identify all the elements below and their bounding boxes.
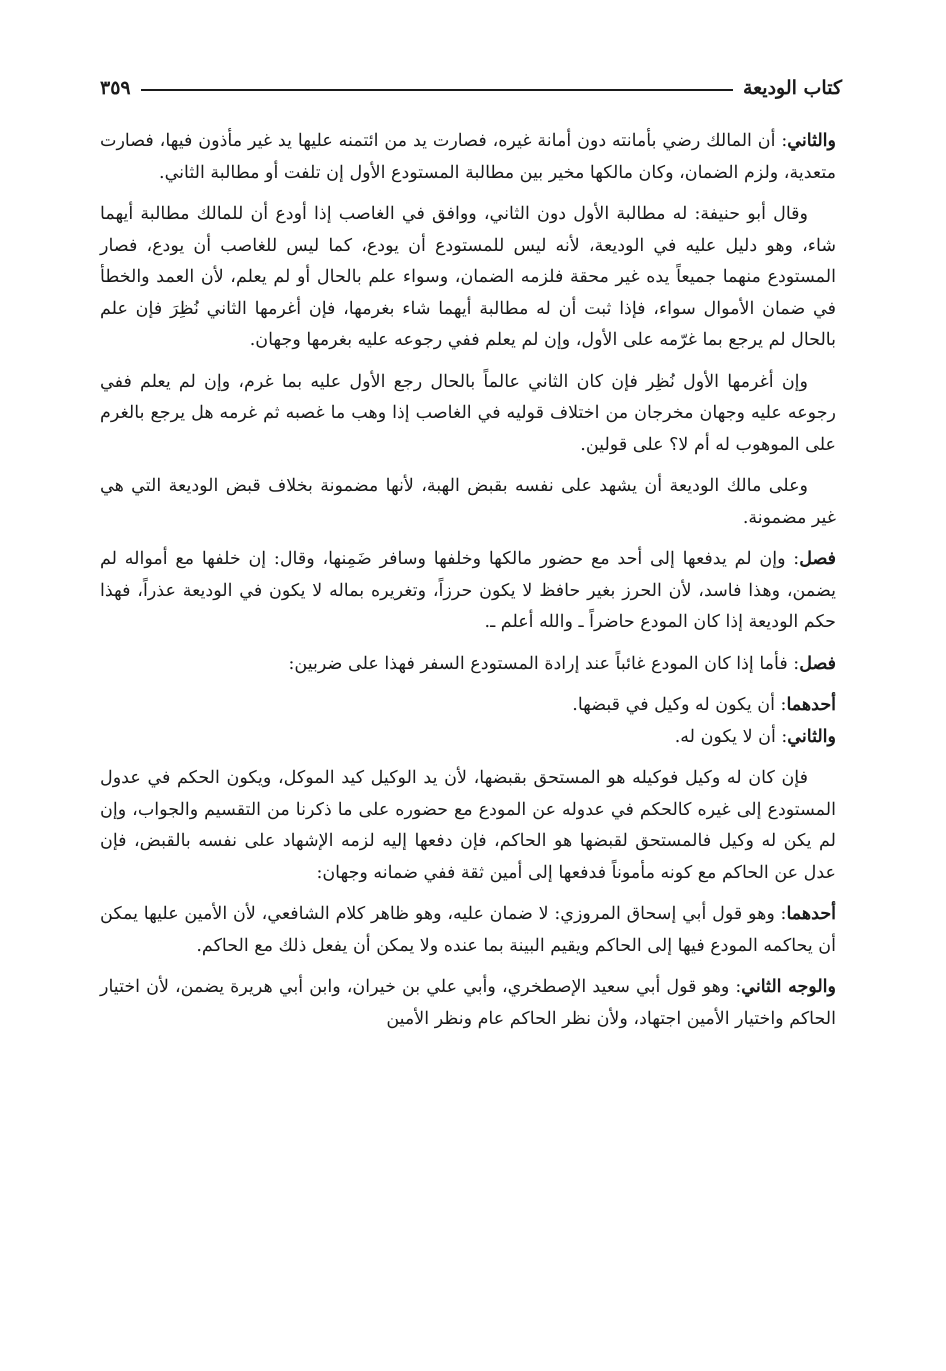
paragraph bbox=[100, 690, 836, 722]
paragraph bbox=[100, 722, 836, 754]
paragraph-text: : أن يكون له وكيل في قبضها. bbox=[572, 695, 787, 715]
paragraph-lead: والثاني bbox=[787, 131, 836, 151]
paragraph bbox=[100, 126, 836, 189]
paragraph-lead: أحدهما bbox=[786, 904, 836, 924]
paragraph-text: : أن لا يكون له. bbox=[674, 726, 788, 747]
paragraph-lead: فصل bbox=[799, 549, 836, 569]
paragraph bbox=[100, 899, 836, 962]
paragraph-text: وعلى مالك الوديعة أن يشهد على نفسه بقبض الهبة، لأنها مضمونة بخلاف قبض الوديعة التي هي غير مضمونة. bbox=[100, 476, 836, 528]
paragraph bbox=[100, 763, 836, 889]
paragraph bbox=[100, 471, 836, 534]
chapter-title: كتاب الوديعة bbox=[742, 77, 842, 99]
paragraph-text: : وهو قول أبي سعيد الإصطخري، وأبي علي بن خيران، وابن أبي هريرة يضمن، لأن اختيار الحاكم واختيار الأمين اجتهاد، ولأن نظر الحاكم عام ونظر الأمين bbox=[100, 977, 836, 1029]
paragraph bbox=[100, 199, 836, 357]
paragraph-text: : أن المالك رضي بأمانته دون أمانة غيره، فصارت يد من ائتمنه عليها يد غير مأذون فيها، فصارت متعدية، ولزم الضمان، وكان مالكها مخير بين مطالبة المستودع الأول إن تلفت أو مطالبة الثاني. bbox=[100, 131, 836, 183]
page-number: ٣٥٩ bbox=[100, 77, 131, 99]
paragraph-text: فإن كان له وكيل فوكيله هو المستحق بقبضها، لأن يد الوكيل كيد الموكل، ويكون الحكم في عدول المستودع إلى غيره كالحكم في عدوله عن المودع مع حضوره على ما ذكرنا من التقسيم والجواب، وإن لم يكن له وكيل فالمستحق لقبضها هو الحاكم، فإن دفعها إليه لزمه الإشهاد على نفسه بالقبض، فإن عدل عن الحاكم مع كونه مأموناً فدفعها إلى أمين ثقة ففي ضمانه وجهان: bbox=[100, 768, 836, 883]
paragraph-lead: والوجه الثاني bbox=[741, 977, 836, 997]
paragraph bbox=[100, 367, 836, 462]
paragraph-text: : فأما إذا كان المودع غائباً عند إرادة المستودع السفر فهذا على ضربين: bbox=[288, 653, 800, 674]
page-body bbox=[100, 126, 836, 1035]
header-rule bbox=[141, 89, 733, 91]
paragraph-text: : وهو قول أبي إسحاق المروزي: لا ضمان عليه، وهو ظاهر كلام الشافعي، لأن الأمين عليها يمكن أن يحاكمه المودع فيها إلى الحاكم ويقيم البينة بما عنده ولا يمكن أن يفعل ذلك مع الحاكم. bbox=[100, 904, 836, 956]
paragraph-text: وقال أبو حنيفة: له مطالبة الأول دون الثاني، ووافق في الغاصب إذا أودع أن للمالك مطالبة أيهما شاء، وهو دليل عليه في الوديعة، لأنه ليس للمستودع أن يودع، كما ليس للغاصب أن يودع، فصار المستودع منهما جميعاً يده غير محقة فلزمه الضمان، وسواء علم بالحال أو لم يعلم، لأن العمد والخطأ في ضمان الأموال سواء، فإذا ثبت أن له مطالبة أيهما شاء بغرمها، فإن أغرمها الثاني نُظِرَ فإن علم بالحال لم يرجع بما غرّمه على الأول، وإن لم يعلم ففي رجوعه عليه بغرمها وجهان. bbox=[100, 204, 836, 350]
paragraph bbox=[100, 649, 836, 681]
paragraph-text: وإن أغرمها الأول نُظِر فإن كان الثاني عالماً بالحال رجع الأول عليه بما غرم، وإن لم يعلم ففي رجوعه عليه وجهان مخرجان من اختلاف قوليه في الغاصب إذا وهب ما غصبه ثم غرمه هل يرجع بالغرم على الموهوب له أم لا؟ على قولين. bbox=[100, 371, 836, 455]
paragraph-lead: والثاني bbox=[787, 726, 836, 747]
paragraph-lead: أحدهما bbox=[786, 695, 836, 715]
running-header bbox=[100, 68, 842, 108]
paragraph bbox=[100, 972, 836, 1035]
paragraph-text: : وإن لم يدفعها إلى أحد مع حضور مالكها وخلفها وسافر ضَمِنها، وقال: إن خلفها مع أمواله لم يضمن، وهذا فاسد، لأن الحرز بغير حافظ لا يكون حرزاً، وتغريره بماله لا يكون في الوديعة عذراً، فهذا حكم الوديعة إذا كان المودع حاضراً ـ والله أعلم ـ. bbox=[100, 549, 836, 632]
paragraph bbox=[100, 544, 836, 639]
paragraph-lead: فصل bbox=[799, 653, 836, 674]
